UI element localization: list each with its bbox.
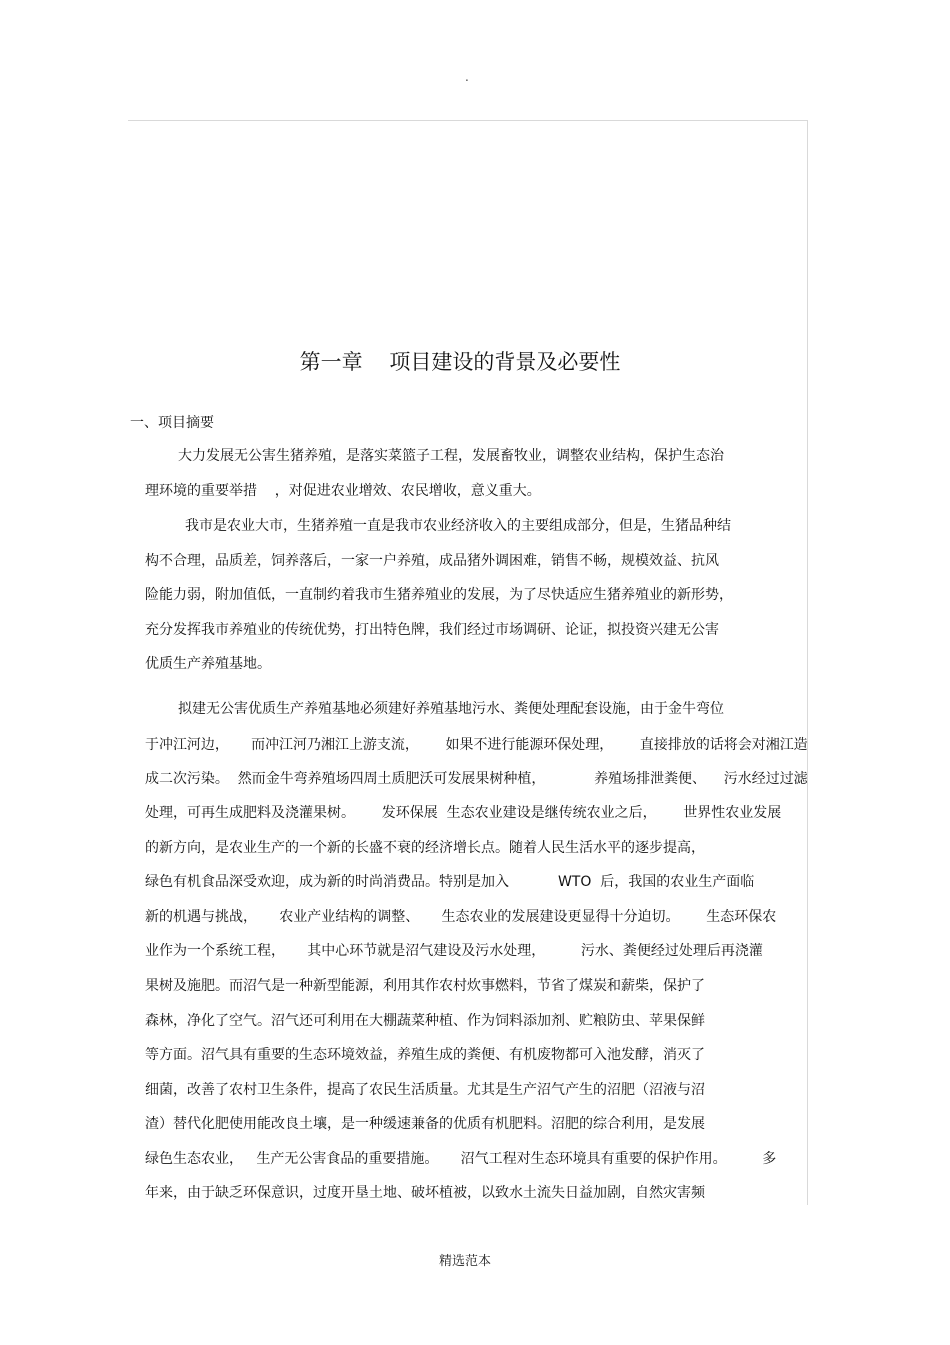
- paragraph3-line: 处理，可再生成肥料及浇灌果树。 发环保展 生态农业建设是继传统农业之后， 世界性农业发展: [145, 805, 782, 821]
- paragraph3-line: 业作为一个系统工程， 其中心环节就是沼气建设及污水处理， 污水、粪便经过处理后再浇灌: [145, 943, 763, 959]
- paragraph3-line: 绿色有机食品深受欢迎，成为新的时尚消费品。特别是加入 WTO 后，我国的农业生产面临: [145, 874, 755, 890]
- page-footer: 精选范本: [438, 1254, 491, 1269]
- chapter-title: 第一章 项目建设的背景及必要性: [299, 350, 621, 374]
- paragraph3-line: 等方面。沼气具有重要的生态环境效益，养殖生成的粪便、有机废物都可入池发酵，消灭了: [145, 1047, 705, 1063]
- paragraph3-line: 于冲江河边， 而冲江河乃湘江上游支流， 如果不进行能源环保处理， 直接排放的话将会对湘江造: [145, 737, 808, 753]
- paragraph3-line: 细菌，改善了农村卫生条件，提高了农民生活质量。尤其是生产沼气产生的沼肥（沼液与沼: [145, 1082, 705, 1098]
- paragraph3-line: 年来，由于缺乏环保意识，过度开垦土地、破坏植被，以致水土流失日益加剧，自然灾害频: [145, 1185, 705, 1201]
- paragraph2-line: 构不合理，品质差，饲养落后，一家一户养殖，成品猪外调困难，销售不畅，规模效益、抗风: [145, 553, 719, 569]
- paragraph2-line: 充分发挥我市养殖业的传统优势，打出特色牌，我们经过市场调研、论证，拟投资兴建无公害: [145, 622, 719, 638]
- paragraph3-line: 的新方向，是农业生产的一个新的长盛不衰的经济增长点。随着人民生活水平的逐步提高，: [145, 840, 705, 856]
- paragraph1-line: 理环境的重要举措 ，对促进农业增效、农民增收，意义重大。: [145, 483, 541, 499]
- paragraph3-line: 绿色生态农业， 生产无公害食品的重要措施。 沼气工程对生态环境具有重要的保护作用。 多: [145, 1151, 777, 1167]
- paragraph3-line: 渣）替代化肥使用能改良土壤，是一种缓速兼备的优质有机肥料。沼肥的综合利用，是发展: [145, 1116, 705, 1132]
- paragraph2-line: 我市是农业大市，生猪养殖一直是我市农业经济收入的主要组成部分，但是，生猪品种结: [185, 518, 731, 534]
- paragraph3-line: 森林，净化了空气。沼气还可利用在大棚蔬菜种植、作为饲料添加剂、贮粮防虫、苹果保鲜: [145, 1013, 705, 1029]
- header-mark: .: [465, 70, 469, 84]
- paragraph2-line: 优质生产养殖基地。: [145, 656, 271, 672]
- paragraph2-line: 险能力弱，附加值低，一直制约着我市生猪养殖业的发展，为了尽快适应生猪养殖业的新形势，: [145, 587, 733, 603]
- paragraph3-line: 拟建无公害优质生产养殖基地必须建好养殖基地污水、粪便处理配套设施，由于金牛弯位: [178, 701, 724, 717]
- paragraph3-line: 果树及施肥。而沼气是一种新型能源，利用其作农村炊事燃料，节省了煤炭和薪柴，保护了: [145, 978, 705, 994]
- page-frame-top-rule: [128, 120, 808, 121]
- paragraph3-line: 新的机遇与挑战， 农业产业结构的调整、 生态农业的发展建设更显得十分迫切。 生态环保农: [145, 909, 777, 925]
- paragraph3-line: 成二次污染。 然而金牛弯养殖场四周土质肥沃可发展果树种植， 养殖场排泄粪便、 污水经过过滤: [145, 771, 808, 787]
- paragraph1-line: 大力发展无公害生猪养殖，是落实菜篮子工程，发展畜牧业，调整农业结构，保护生态治: [178, 448, 724, 464]
- section-heading: 一、项目摘要: [130, 415, 214, 431]
- page-frame-right-rule: [807, 120, 808, 1205]
